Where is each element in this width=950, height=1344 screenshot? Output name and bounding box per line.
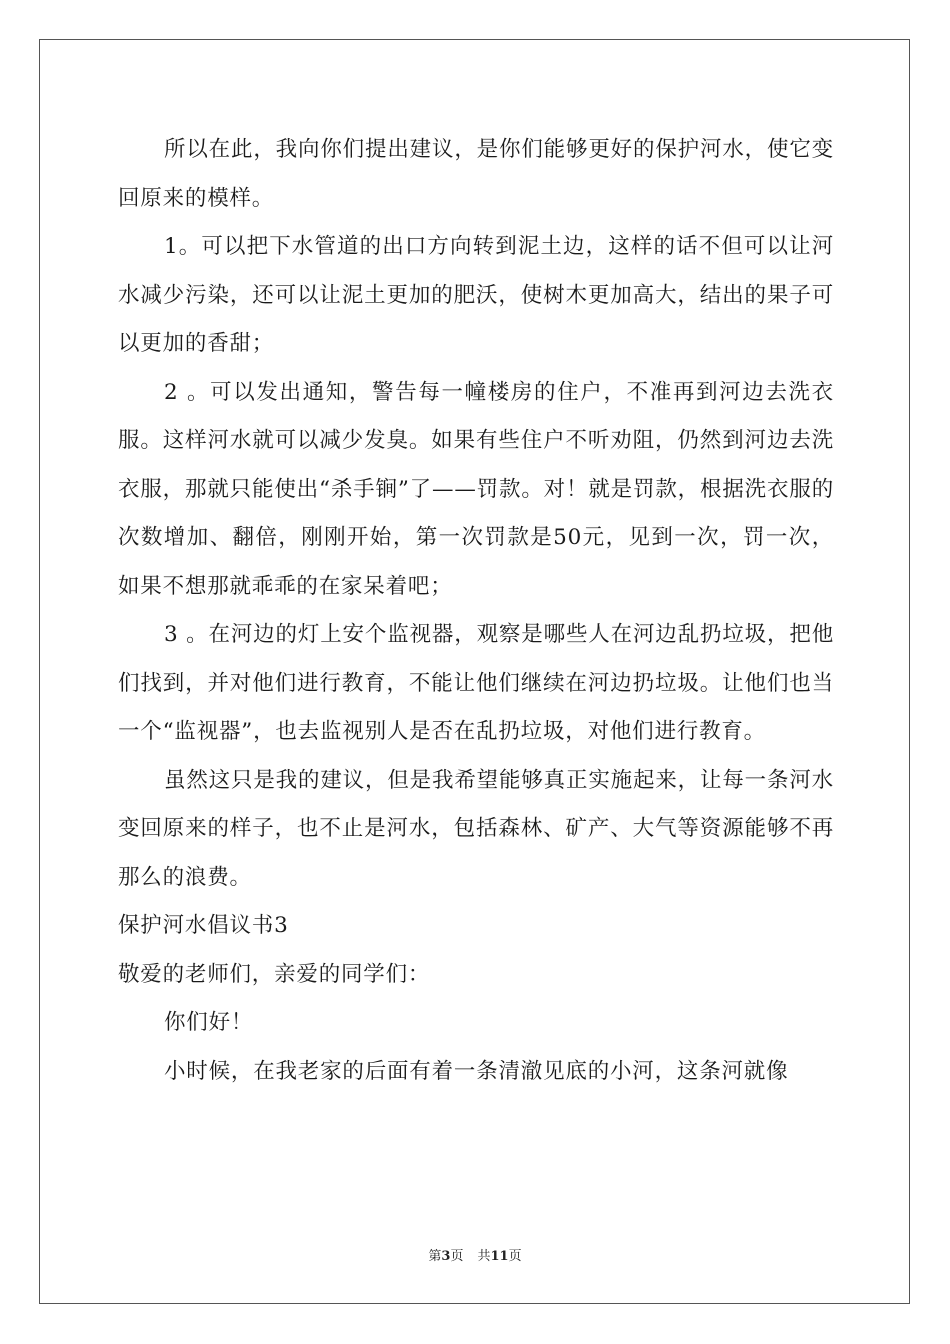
salutation: 敬爱的老师们，亲爱的同学们： bbox=[118, 961, 431, 987]
paragraph-suggestion-3: 3 。在河边的灯上安个监视器，观察是哪些人在河边乱扔垃圾，把他们找到，并对他们进行教育，不能让他们继续在河边扔垃圾。让他们也当一个“监视器”，也去监视别人是否在乱扔垃圾，对他们进行教育。 bbox=[118, 622, 834, 744]
footer-total-number: 11 bbox=[490, 1249, 509, 1264]
paragraph-suggestion-1: 1。可以把下水管道的出口方向转到泥土边，这样的话不但可以让河水减少污染，还可以让泥土更加的肥沃，使树木更加高大，结出的果子可以更加的香甜； bbox=[118, 234, 834, 356]
paragraph-suggestion-intro: 所以在此，我向你们提出建议，是你们能够更好的保护河水，使它变回原来的模样。 bbox=[118, 137, 834, 211]
paragraph-suggestion-2: 2 。可以发出通知，警告每一幢楼房的住户，不准再到河边去洗衣服。这样河水就可以减少发臭。如果有些住户不听劝阻，仍然到河边去洗衣服，那就只能使出“杀手锏”了——罚款。对！就是罚款，根据洗衣服的次数增加、翻倍，刚刚开始，第一次罚款是50元，见到一次，罚一次，如果不想那就乖乖的在家呆着吧； bbox=[118, 379, 834, 599]
footer-page-prefix: 第 bbox=[428, 1249, 442, 1264]
paragraph-conclusion: 虽然这只是我的建议，但是我希望能够真正实施起来，让每一条河水变回原来的样子，也不止是河水，包括森林、矿产、大气等资源能够不再那么的浪费。 bbox=[118, 767, 834, 890]
document-body bbox=[118, 126, 834, 1096]
greeting: 你们好！ bbox=[164, 1010, 254, 1035]
footer-total-prefix: 共 bbox=[477, 1249, 491, 1264]
footer-total-suffix: 页 bbox=[508, 1249, 522, 1264]
footer-page-suffix: 页 bbox=[450, 1249, 464, 1264]
section-title: 保护河水倡议书3 bbox=[118, 913, 289, 938]
page-footer bbox=[0, 1245, 950, 1264]
footer-page-number: 3 bbox=[441, 1249, 451, 1264]
paragraph-childhood: 小时候，在我老家的后面有着一条清澈见底的小河，这条河就像 bbox=[164, 1058, 789, 1084]
